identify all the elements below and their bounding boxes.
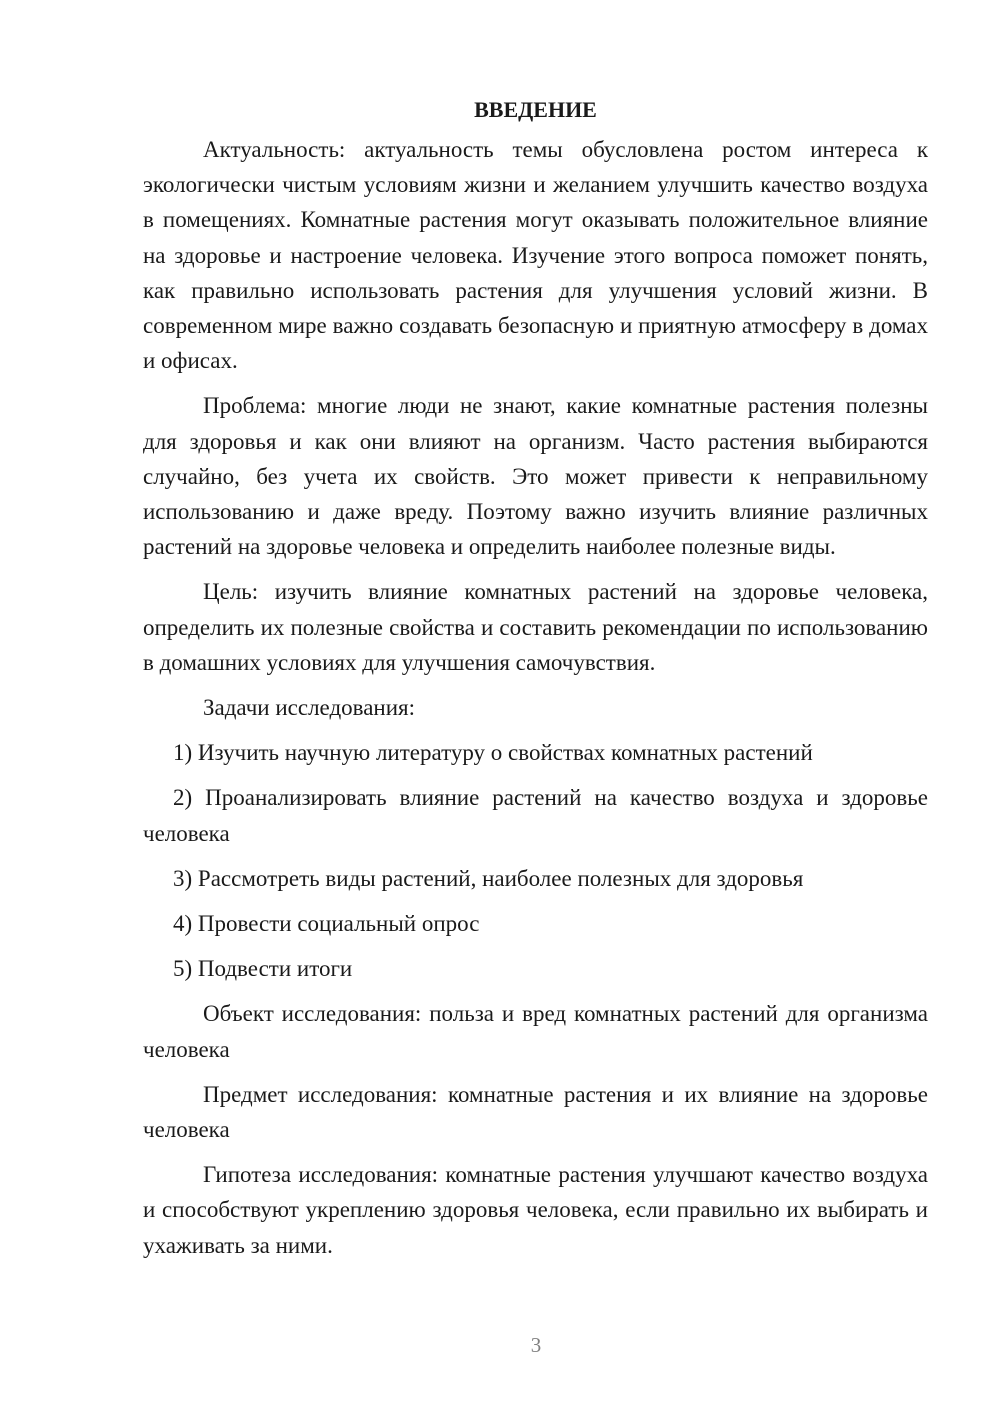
subject-paragraph: Предмет исследования: комнатные растения и их влияние на здоровье человека <box>143 1081 928 1143</box>
task-item: 3) Рассмотреть виды растений, наиболее полезных для здоровья <box>173 865 804 891</box>
problem-paragraph: Проблема: многие люди не знают, какие комнатные растения полезны для здоровья и как они влияют на организм. Часто растения выбираются случайно, без учета их свойств. Это может привести к неправильному использованию и даже вреду. Поэтому важно изучить влияние различных растений на здоровье человека и определить наиболее полезные виды. <box>143 393 928 560</box>
page-number: 3 <box>530 1333 542 1357</box>
goal-paragraph: Цель: изучить влияние комнатных растений на здоровье человека, определить их полезные свойства и составить рекомендации по использованию в домашних условиях для улучшения самочувствия. <box>143 579 928 675</box>
section-title: ВВЕДЕНИЕ <box>474 97 597 122</box>
object-paragraph: Объект исследования: польза и вред комнатных растений для организма человека <box>143 1001 928 1062</box>
task-item: 2) Проанализировать влияние растений на качество воздуха и здоровье человека <box>143 785 928 846</box>
page-content <box>143 92 928 1273</box>
task-item: 5) Подвести итоги <box>173 956 353 982</box>
task-item: 4) Провести социальный опрос <box>173 911 480 937</box>
hypothesis-paragraph: Гипотеза исследования: комнатные растения улучшают качество воздуха и способствуют укреплению здоровья человека, если правильно их выбирать и ухаживать за ними. <box>143 1162 928 1258</box>
relevance-paragraph: Актуальность: актуальность темы обусловлена ростом интереса к экологически чистым условиям жизни и желанием улучшить качество воздуха в помещениях. Комнатные растения могут оказывать положительное влияние на здоровье и настроение человека. Изучение этого вопроса поможет понять, как правильно использовать растения для улучшения условий жизни. В современном мире важно создавать безопасную и приятную атмосферу в домах и офисах. <box>143 137 928 374</box>
task-item: 1) Изучить научную литературу о свойствах комнатных растений <box>173 740 813 766</box>
tasks-heading: Задачи исследования: <box>203 695 416 721</box>
